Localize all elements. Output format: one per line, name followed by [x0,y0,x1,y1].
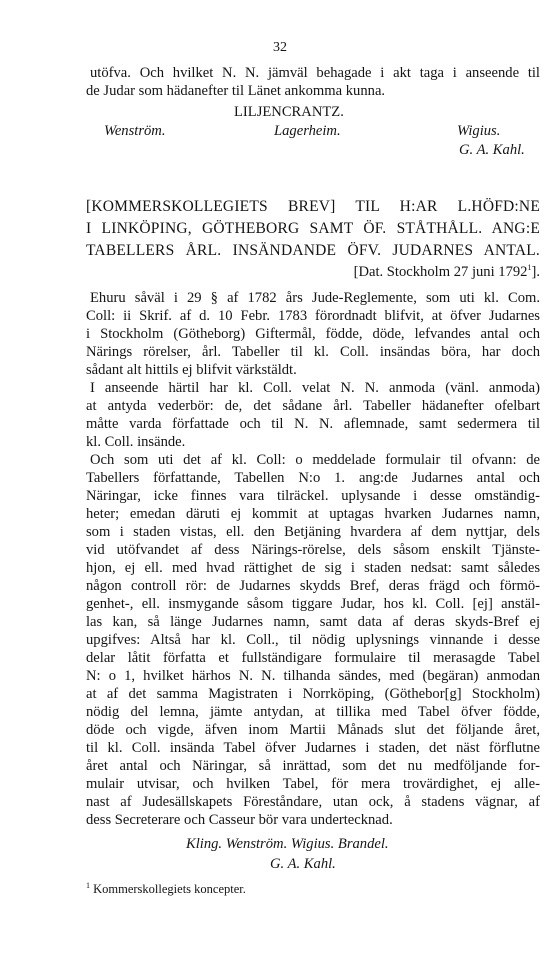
p3-line-5: som i staden vistas, ell. den Betjäning hvardera af dem nyttjar, dels [86,524,540,540]
heading-line-3: TABELLERS ÅRL. INSÄNDANDE ÖFV. JUDARNES ANTAL. [86,242,540,259]
p2-line-2: at antyda vederbör: de, det sådane årl. Tabeller hädanefter ofelbart [86,398,540,414]
signature-wigius: Wigius. [457,123,501,139]
p3-line-15: nödig del lemna, jämte antydan, at tillika med Tabel öfver födde, [86,704,540,720]
p3-line-13: N: o 1, hvilket härhos N. N. tilhanda sändes, med (begäran) anmodan [86,668,540,684]
p3-line-4: heter; emedan däruti ej kommit at uptagas hvarken Judarnes namn, [86,506,540,522]
p3-line-9: genhet-, ell. insmygande såsom tiggare Judar, hos kl. Coll. [ej] anstäl- [86,596,540,612]
p3-line-7: hjon, ej ell. med hvad rättighet de sig i staden nedsat: samt således [86,560,540,576]
signature-kahl: G. A. Kahl. [459,142,525,158]
footnote-marker: 1 [86,880,90,890]
footnote-text: Kommerskollegiets koncepter. [93,882,246,896]
p2-line-4: kl. Coll. insände. [86,434,186,450]
p3-line-20: nast af Judesällskapets Föreståndare, utan ock, å stadens vägnar, af [86,794,540,810]
p3-line-16: döde och vigde, äfven inom Martii Månads slut det följande året, [86,722,540,738]
p3-line-21: dess Secreterare och Casseur bör vara undertecknad. [86,812,393,828]
signature-wenstrom: Wenström. [104,123,166,139]
p3-line-11: upgifves: Altså har kl. Coll., til nödig uplysnings vinnande i desse [86,632,540,648]
closing-signatures: Kling. Wenström. Wigius. Brandel. [186,836,389,852]
p3-line-10: las kan, så länge Judarnes namn, samt data af deras skyds-Bref ej [86,614,540,630]
p3-line-1: Och som uti det af kl. Coll: o meddelade formulair til ofvann: de [90,452,540,468]
p1-line-1: Ehuru såväl i 29 § af 1782 års Jude-Reglemente, som uti kl. Com. [90,290,540,306]
signature-liljencrantz: LILJENCRANTZ. [234,104,344,120]
p1-line-2: Coll: ii Skrif. af d. 10 Febr. 1783 förordnadt blifvit, at öfver Judarnes [86,308,540,324]
p3-line-17: til kl. Coll. insända Tabel öfver Judarnes i staden, det näst förflutne [86,740,540,756]
p3-line-18: året antal och Näringar, så inrättad, som det nu medföljande for- [86,758,540,774]
p1-line-5: sådant alt hittils ej blifvit värkstäldt. [86,362,297,378]
p3-line-14: at af det samma Magistraten i Norrköping, (Göthebor[g] Stockholm) [86,686,540,702]
dating-footnote-marker: 1 [527,263,532,273]
p1-line-3: i Stockholm (Götheborg) Giftermål, födde, döde, lefvandes antal och [86,326,540,342]
dating-close: ]. [531,264,540,280]
prev-letter-line-2: de Judar som hädanefter til Länet ankomma kunna. [86,83,386,99]
footnote [86,882,246,897]
p2-line-1: I anseende härtil har kl. Coll. velat N. N. anmoda (vänl. anmoda) [90,380,540,396]
p3-line-3: Näringar, icke finnes vara tilräckel. uplysande i desse omständig- [86,488,540,504]
page-number: 32 [273,40,287,55]
prev-letter-line-1: utöfva. Och hvilket N. N. jämväl behagade i akt taga i anseende til [90,65,540,81]
p3-line-12: delar låtit författa et fullständigare formulaire til merasagde Tabel [86,650,540,666]
p3-line-8: någon controll rör: de Judarnes skydds Bref, deras frägd och förmö- [86,578,540,594]
p3-line-19: mulair utvisar, och hvilken Tabel, för mera trovärdighet, ej alle- [86,776,540,792]
heading-line-1: [KOMMERSKOLLEGIETS BREV] TIL H:AR L.HÖFD:NE [86,198,540,215]
dating-line [86,264,540,281]
p3-line-6: vid utöfvandet af dess Närings-rörelse, dels såsom enskilt Tjänste- [86,542,540,558]
p1-line-4: Närings rörelser, årl. Tabeller til kl. Coll. insändas böra, har doch [86,344,540,360]
dating-text: [Dat. Stockholm 27 juni 1792 [353,264,528,280]
p2-line-3: måtte varda författade och til N. N. aflemnade, samt sedermera til [86,416,540,432]
signature-lagerheim: Lagerheim. [274,123,341,139]
p3-line-2: Tabellers författande, Tabellen N:o 1. ang:de Judarnes antal och [86,470,540,486]
closing-signature-kahl: G. A. Kahl. [270,856,336,872]
heading-line-2: I LINKÖPING, GÖTHEBORG SAMT ÖF. STÅTHÅLL. ANG:E [86,220,540,237]
